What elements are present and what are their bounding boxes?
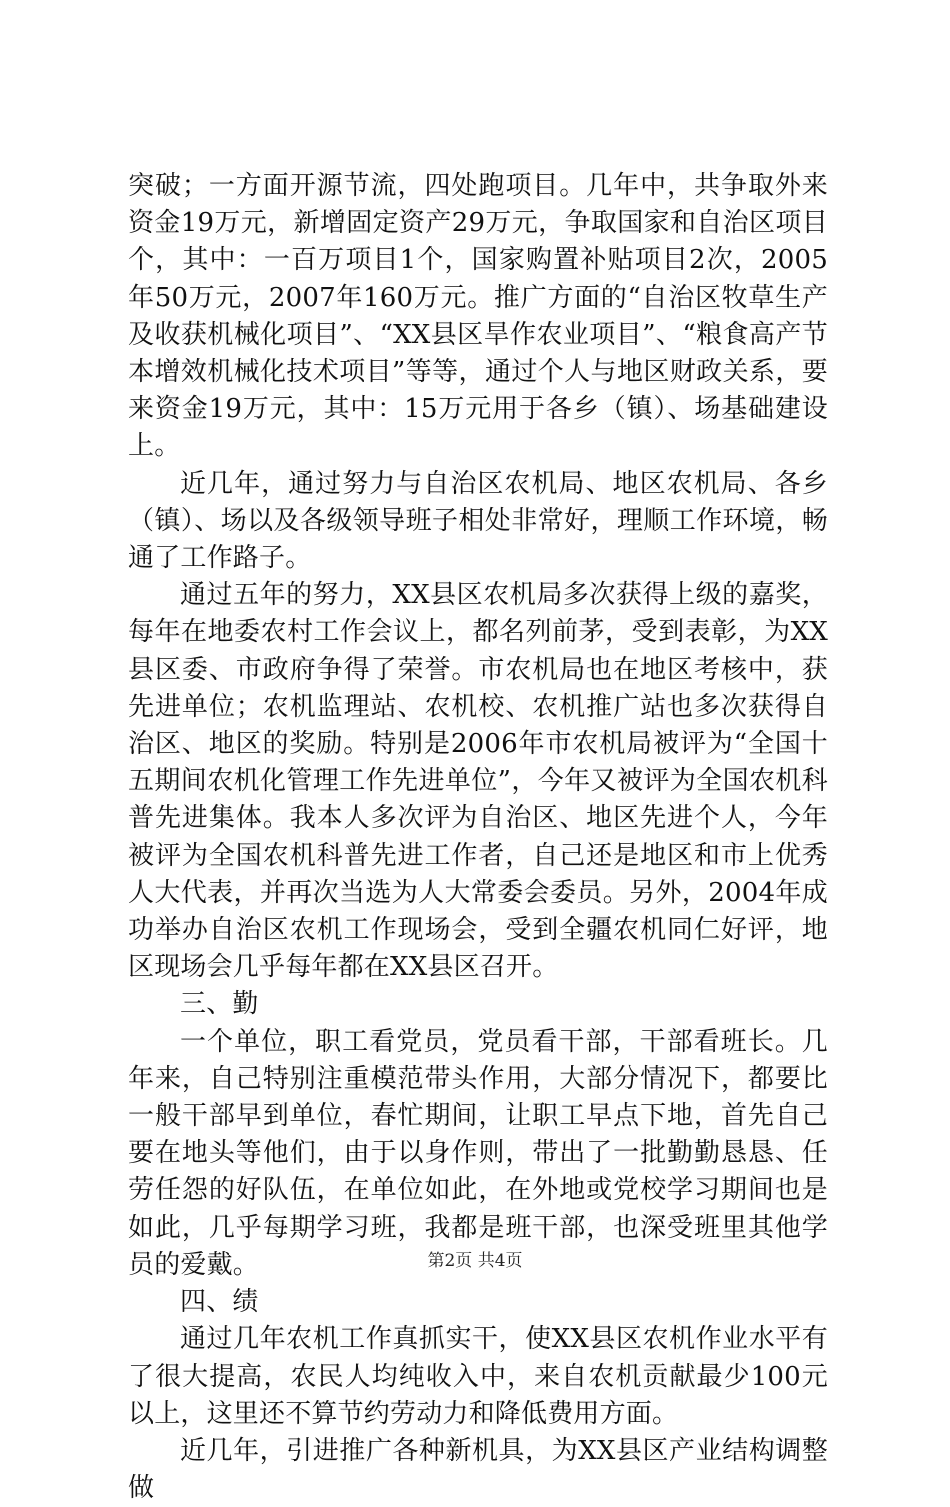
paragraph-diligence: 一个单位，职工看党员，党员看干部，干部看班长。几年来，自己特别注重模范带头作用，大部分情况下，都要比一般干部早到单位，春忙期间，让职工早点下地，首先自己要在地头等他们，由于以身作则，带出了一批勤勤恳恳、任劳任怨的好队伍，在单位如此，在外地或党校学习期间也是如此，几乎每期学习班，我都是班干部，也深受班里其他学员的爱戴。: [128, 1026, 828, 1280]
page-number-footer: 第2页 共4页: [427, 1251, 523, 1271]
paragraph-honors: 通过五年的努力，XX县区农机局多次获得上级的嘉奖，每年在地委农村工作会议上，都名列前茅，受到表彰，为XX县区委、市政府争得了荣誉。市农机局也在地区考核中，获先进单位；农机监理站、农机校、农机推广站也多次获得自治区、地区的奖励。特别是2006年市农机局被评为“全国十五期间农机化管理工作先进单位”，今年又被评为全国农机科普先进集体。我本人多次评为自治区、地区先进个人，今年被评为全国农机科普先进工作者，自己还是地区和市上优秀人大代表，并再次当选为人大常委会委员。另外，2004年成功举办自治区农机工作现场会，受到全疆农机同仁好评，地区现场会几乎每年都在XX县区召开。: [128, 580, 828, 983]
paragraph-continuation: 突破；一方面开源节流，四处跑项目。几年中，共争取外来资金19万元，新增固定资产29万元，争取国家和自治区项目个，其中：一百万项目1个，国家购置补贴项目2次，2005年50万元，2007年160万元。推广方面的“自治区牧草生产及收获机械化项目”、“XX县区旱作农业项目”、“粮食高产节本增效机械化技术项目”等等，通过个人与地区财政关系，要来资金19万元，其中：15万元用于各乡（镇）、场基础建设上。: [128, 171, 828, 462]
section-heading-achievements: 四、绩: [180, 1287, 259, 1318]
paragraph-relations: 近几年，通过努力与自治区农机局、地区农机局、各乡（镇）、场以及各级领导班子相处非常好，理顺工作环境，畅通了工作路子。: [128, 468, 828, 574]
paragraph-new-machinery: 近几年，引进推广各种新机具，为XX县区产业结构调整做: [128, 1435, 828, 1504]
document-body: [128, 168, 828, 1507]
paragraph-achievements: 通过几年农机工作真抓实干，使XX县区农机作业水平有了很大提高，农民人均纯收入中，来自农机贡献最少100元以上，这里还不算节约劳动力和降低费用方面。: [128, 1324, 828, 1429]
section-heading-diligence: 三、勤: [180, 989, 259, 1020]
